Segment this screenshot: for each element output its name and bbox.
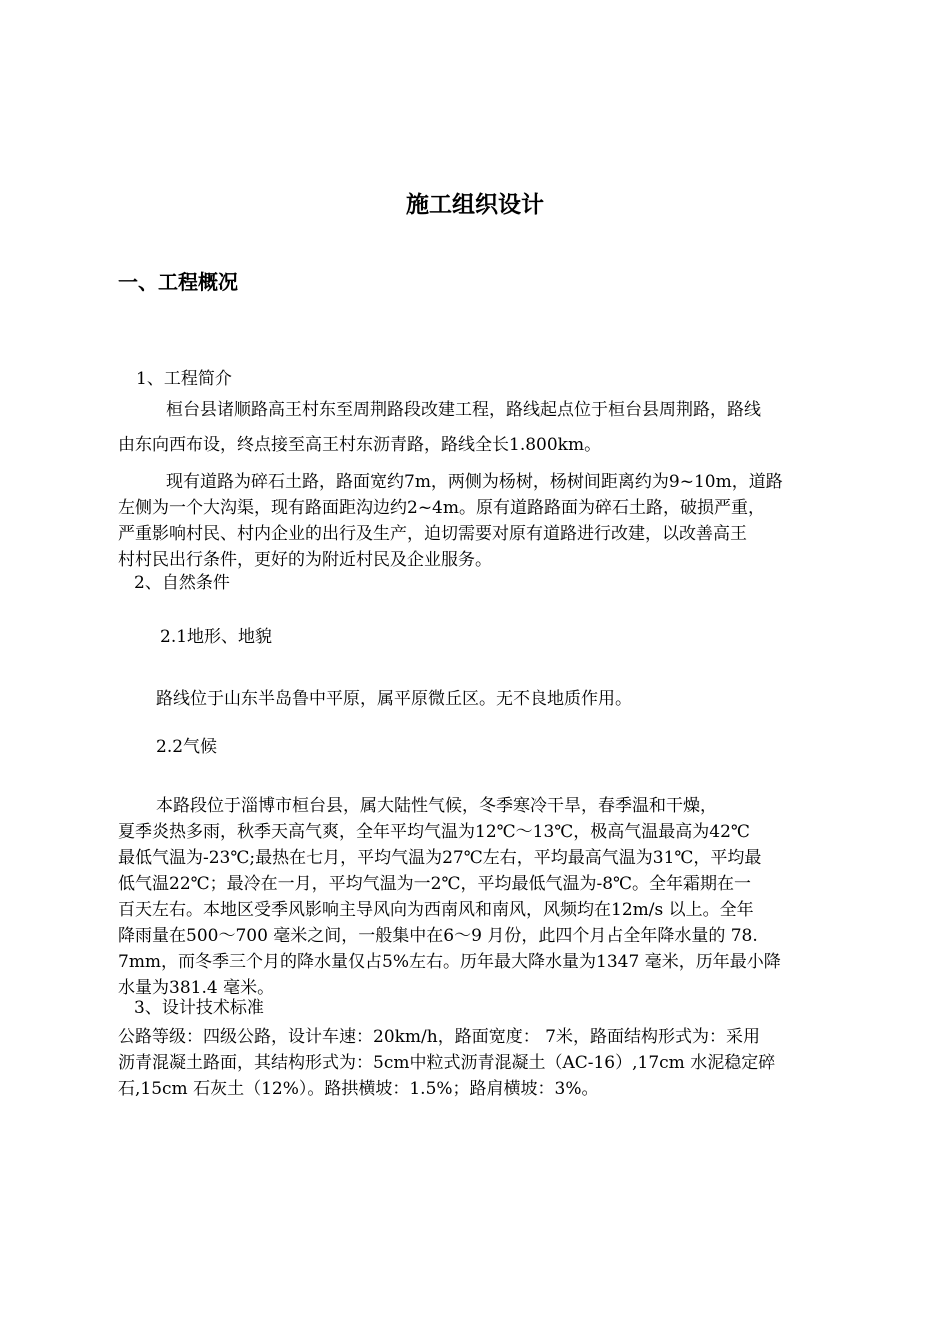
subsection-heading-intro: 1、工程简介 [136, 369, 232, 389]
section-heading-overview: 一、工程概况 [118, 270, 238, 294]
text-line: 水量为381.4 毫米。 [118, 978, 275, 998]
text-line: 低气温22℃；最冷在一月，平均气温为一2℃，平均最低气温为-8℃。全年霜期在一 [118, 874, 752, 894]
text-line: 百天左右。本地区受季风影响主导风向为西南风和南风，风频均在12m/s 以上。全年 [118, 900, 754, 920]
text-line: 严重影响村民、村内企业的出行及生产，迫切需要对原有道路进行改建，以改善高王 [118, 524, 747, 544]
text-line: 桓台县诸顺路高王村东至周荆路段改建工程，路线起点位于桓台县周荆路，路线 [166, 400, 761, 420]
text-line: 石,15cm 石灰土（12%）。路拱横坡：1.5%；路肩横坡：3%。 [118, 1079, 599, 1099]
text-line: 最低气温为-23℃;最热在七月，平均气温为27℃左右，平均最高气温为31℃，平均最 [118, 848, 762, 868]
subsection-heading-terrain: 2.1地形、地貌 [160, 627, 273, 647]
text-line: 公路等级：四级公路，设计车速：20km/h，路面宽度： 7米，路面结构形式为：采用 [118, 1027, 760, 1047]
standards-paragraph [118, 1024, 775, 1102]
subsection-heading-standards: 3、设计技术标准 [134, 998, 264, 1018]
document-title: 施工组织设计 [406, 192, 544, 218]
climate-paragraph [118, 793, 781, 1001]
text-line: 夏季炎热多雨，秋季天高气爽，全年平均气温为12℃～13℃，极高气温最高为42℃ [118, 822, 750, 842]
subsection-heading-natural: 2、自然条件 [134, 573, 230, 593]
text-line: 现有道路为碎石土路，路面宽约7m，两侧为杨树，杨树间距离约为9~10m，道路 [166, 472, 783, 492]
intro-paragraph-1 [118, 397, 761, 458]
text-line: 由东向西布设，终点接至高王村东沥青路，路线全长1.800km。 [118, 435, 602, 455]
subsection-heading-climate: 2.2气候 [156, 737, 218, 757]
intro-paragraph-2 [118, 469, 783, 573]
text-line: 7mm，而冬季三个月的降水量仅占5%左右。历年最大降水量为1347 毫米，历年最小降 [118, 952, 781, 972]
text-line: 沥青混凝土路面，其结构形式为：5cm中粒式沥青混凝土（AC-16）,17cm 水泥稳定碎 [118, 1053, 776, 1073]
text-line: 左侧为一个大沟渠，现有路面距沟边约2~4m。原有道路路面为碎石土路，破损严重， [118, 498, 765, 518]
text-line: 降雨量在500～700 毫米之间，一般集中在6～9 月份，此四个月占全年降水量的 78. [118, 926, 758, 946]
text-line: 村村民出行条件，更好的为附近村民及企业服务。 [118, 550, 492, 570]
text-line: 本路段位于淄博市桓台县，属大陆性气候，冬季寒冷干旱，春季温和干燥， [156, 796, 717, 816]
terrain-text: 路线位于山东半岛鲁中平原，属平原微丘区。无不良地质作用。 [156, 689, 632, 709]
